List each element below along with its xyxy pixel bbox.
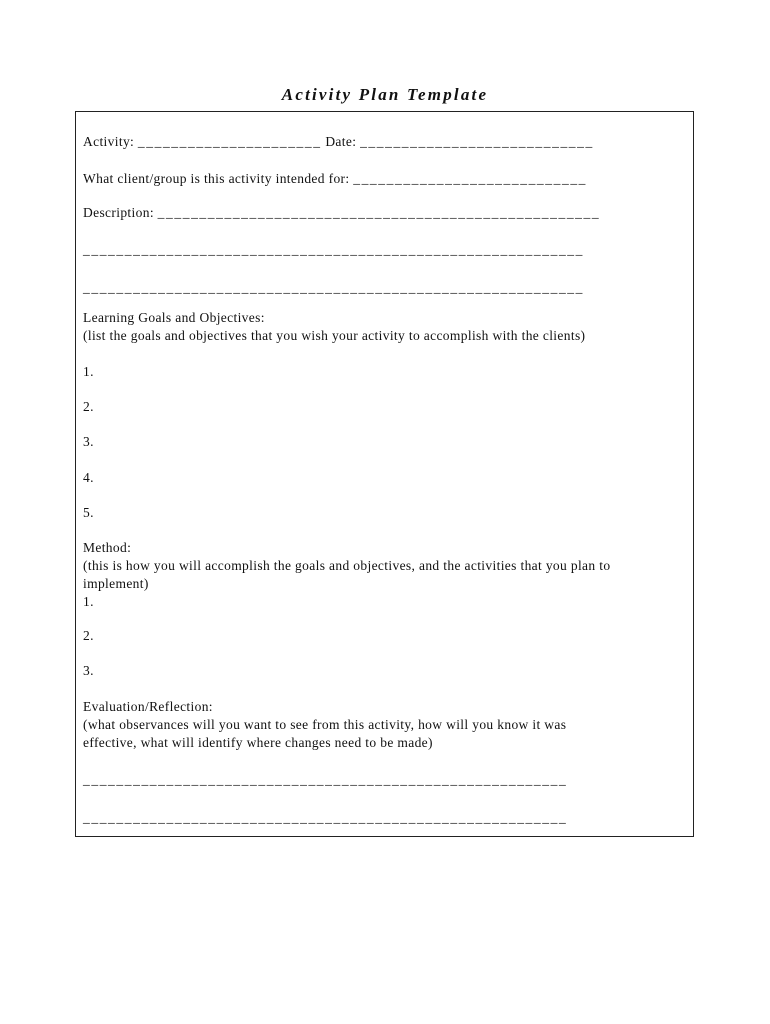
client-label: What client/group is this activity intended for:	[83, 171, 350, 186]
activity-plan-form	[75, 111, 694, 837]
evaluation-instruction-line-2: effective, what will identify where changes need to be made)	[83, 735, 433, 750]
evaluation-heading: Evaluation/Reflection:	[83, 699, 213, 714]
evaluation-instruction-line-1: (what observances will you want to see from this activity, how will you know it was	[83, 717, 567, 732]
client-row	[83, 170, 587, 188]
goals-heading: Learning Goals and Objectives:	[83, 310, 265, 325]
activity-date-row	[83, 133, 594, 151]
goal-item-2: 2.	[83, 399, 94, 414]
method-instruction-line-2: implement)	[83, 576, 149, 591]
evaluation-line-1[interactable]: __________________________________________________________	[83, 772, 568, 787]
evaluation-line-2[interactable]: __________________________________________________________	[83, 810, 568, 825]
description-label: Description:	[83, 205, 154, 220]
goals-instruction: (list the goals and objectives that you wish your activity to accomplish with the clients)	[83, 328, 586, 343]
client-blank[interactable]: ____________________________	[353, 171, 588, 186]
description-line-3[interactable]: ____________________________________________________________	[83, 280, 584, 295]
goal-item-3: 3.	[83, 434, 94, 449]
description-line-2[interactable]: ____________________________________________________________	[83, 242, 584, 257]
method-item-3: 3.	[83, 663, 94, 678]
activity-label: Activity:	[83, 134, 135, 149]
method-item-1: 1.	[83, 594, 94, 609]
description-row	[83, 204, 600, 222]
method-item-2: 2.	[83, 628, 94, 643]
activity-blank[interactable]: ______________________	[137, 134, 322, 149]
description-blank[interactable]: _____________________________________________________	[157, 205, 601, 220]
page-title: Activity Plan Template	[281, 85, 489, 104]
date-label: Date:	[325, 134, 357, 149]
date-blank[interactable]: ____________________________	[360, 134, 594, 149]
method-instruction-line-1: (this is how you will accomplish the goals and objectives, and the activities that you plan to	[83, 558, 611, 573]
goal-item-5: 5.	[83, 505, 94, 520]
goal-item-1: 1.	[83, 364, 94, 379]
method-heading: Method:	[83, 540, 132, 555]
goal-item-4: 4.	[83, 470, 94, 485]
